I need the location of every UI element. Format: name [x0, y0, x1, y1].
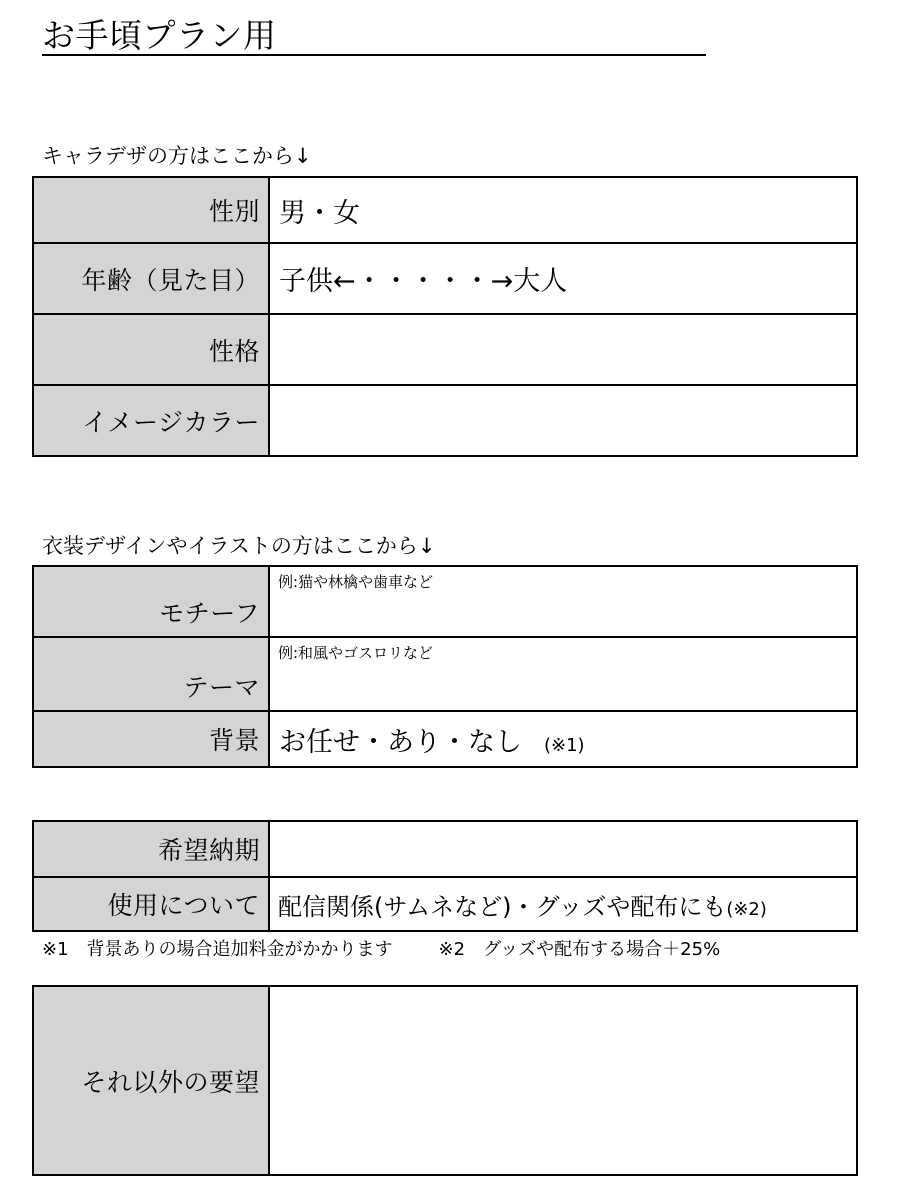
background-field[interactable]: [269, 711, 857, 767]
usage-note-ref: (※2): [726, 898, 767, 920]
personality-field[interactable]: [269, 314, 857, 385]
table-row-other-requests: [33, 986, 857, 1175]
theme-field[interactable]: [269, 637, 857, 711]
label-image-color: イメージカラー: [33, 385, 269, 456]
theme-example-text: 例:和風やゴスロリなど: [278, 644, 434, 662]
footnote-2: ※2 グッズや配布する場合＋25%: [438, 939, 721, 960]
footnote-1: ※1 背景ありの場合追加料金がかかります: [42, 939, 393, 960]
character-design-table: [32, 176, 858, 457]
label-other-requests: それ以外の要望: [33, 986, 269, 1175]
table-row-gender: [33, 177, 857, 243]
label-background: 背景: [33, 711, 269, 767]
gender-field[interactable]: 男・女: [269, 177, 857, 243]
table-row-deadline: [33, 821, 857, 877]
background-note-ref: (※1): [544, 734, 585, 756]
section-heading-costume-design: 衣装デザインやイラストの方はここから↓: [42, 534, 436, 558]
label-theme: テーマ: [33, 637, 269, 711]
background-options: お任せ・あり・なし: [279, 726, 522, 758]
usage-options: 配信関係(サムネなど)・グッズや配布にも: [278, 892, 727, 921]
table-row-personality: [33, 314, 857, 385]
table-row-usage: [33, 877, 857, 931]
table-row-background: [33, 711, 857, 767]
motif-example-text: 例:猫や林檎や歯車など: [278, 573, 434, 591]
deadline-field[interactable]: [269, 821, 857, 877]
image-color-field[interactable]: [269, 385, 857, 456]
page-title: お手頃プラン用: [42, 16, 277, 55]
label-personality: 性格: [33, 314, 269, 385]
table-row-theme: [33, 637, 857, 711]
footnotes: [42, 936, 720, 964]
table-row-image-color: [33, 385, 857, 456]
label-deadline: 希望納期: [33, 821, 269, 877]
table-row-motif: [33, 566, 857, 637]
label-usage: 使用について: [33, 877, 269, 931]
other-requests-table: [32, 985, 858, 1176]
age-field[interactable]: 子供←・・・・・→大人: [269, 243, 857, 314]
costume-design-table: [32, 565, 858, 768]
table-row-age: [33, 243, 857, 314]
usage-field[interactable]: [269, 877, 857, 931]
other-requests-field[interactable]: [269, 986, 857, 1175]
motif-field[interactable]: [269, 566, 857, 637]
title-underline: [42, 54, 706, 56]
label-age: 年齢（見た目）: [33, 243, 269, 314]
section-heading-character-design: キャラデザの方はここから↓: [42, 144, 312, 168]
delivery-usage-table: [32, 820, 858, 932]
label-gender: 性別: [33, 177, 269, 243]
label-motif: モチーフ: [33, 566, 269, 637]
